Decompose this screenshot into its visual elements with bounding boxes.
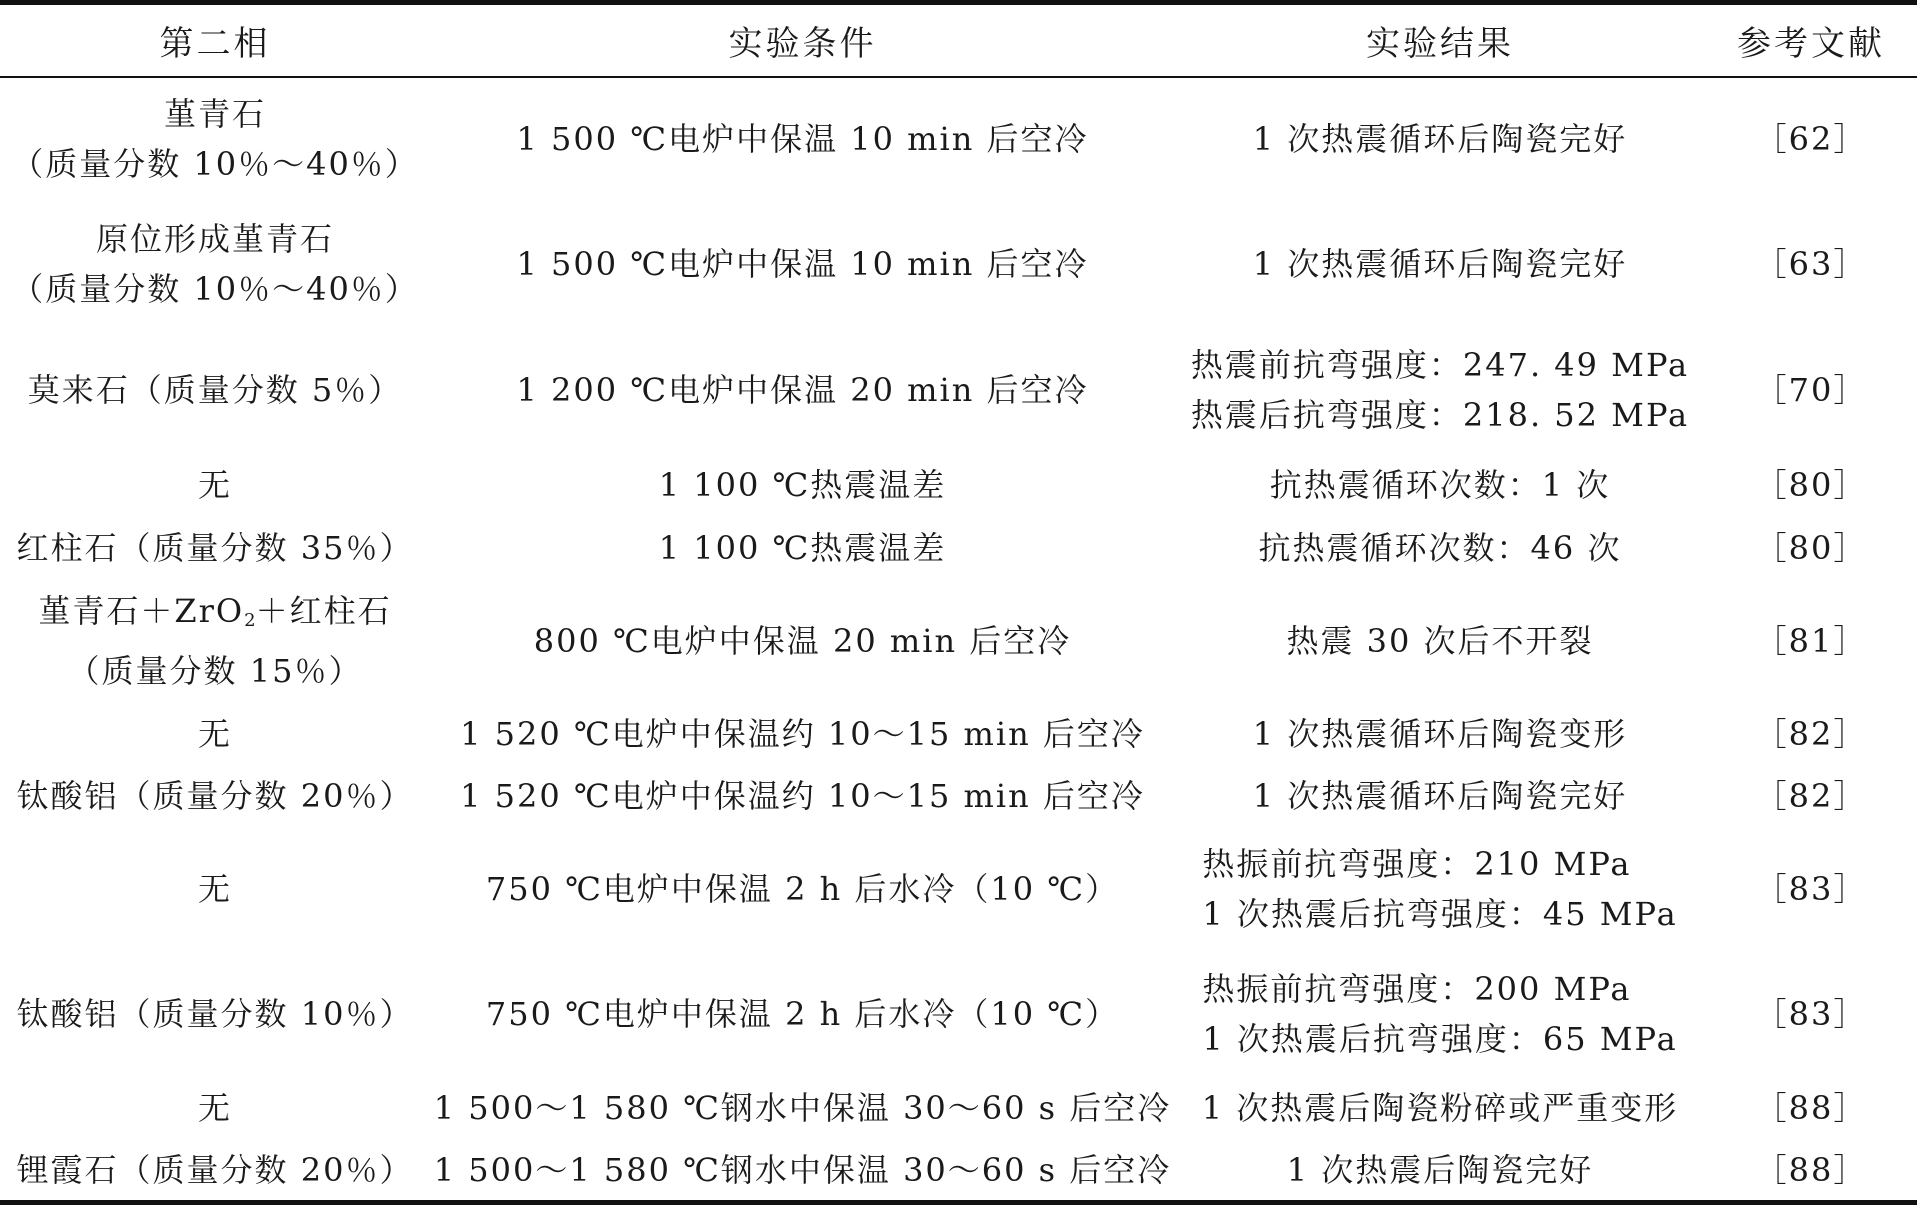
cell-condition: 1 100 ℃热震温差 — [658, 466, 947, 504]
phase-line: 钛酸铝（质量分数 10％） — [16, 995, 414, 1033]
cell-reference: ［83］ — [1754, 870, 1868, 908]
result-line: 1 次热震循环后陶瓷完好 — [1252, 119, 1628, 158]
phase-line: 堇青石 — [163, 94, 266, 133]
cell-result — [1175, 516, 1705, 579]
cell-condition: 1 520 ℃电炉中保温约 10～15 min 后空冷 — [460, 715, 1145, 753]
cell-result — [1175, 76, 1705, 201]
cell-reference: ［82］ — [1754, 777, 1868, 815]
header-results: 实验结果 — [1366, 24, 1514, 64]
cell-result — [1175, 326, 1705, 454]
result-line: 热震后抗弯强度：218. 52 MPa — [1190, 396, 1690, 434]
cell-phase — [0, 951, 430, 1077]
phase-prefix: 堇青石＋ZrO — [38, 592, 245, 630]
result-block — [1202, 839, 1677, 939]
phase-line: 原位形成堇青石 — [95, 219, 334, 258]
table-row — [0, 454, 1917, 516]
header-row — [0, 5, 1917, 76]
header-conditions: 实验条件 — [728, 24, 877, 64]
cell-reference: ［62］ — [1754, 119, 1868, 158]
table-row — [0, 579, 1917, 703]
cell-phase — [0, 454, 430, 516]
table-row — [0, 703, 1917, 765]
phase-line — [0, 586, 430, 646]
cell-result — [1175, 951, 1705, 1077]
cell-phase — [0, 516, 430, 579]
result-line: 1 次热震循环后陶瓷变形 — [1252, 715, 1628, 753]
cell-phase — [0, 765, 430, 827]
result-line: 1 次热震循环后陶瓷完好 — [1252, 244, 1628, 283]
cell-phase — [0, 76, 430, 201]
cell-condition: 800 ℃电炉中保温 20 min 后空冷 — [533, 622, 1072, 660]
phase-line: 莫来石（质量分数 5％） — [27, 371, 403, 409]
thermal-shock-table — [0, 5, 1917, 1201]
cell-phase — [0, 1139, 430, 1201]
table-row — [0, 1077, 1917, 1139]
result-line: 1 次热震后抗弯强度：65 MPa — [1202, 1020, 1678, 1058]
result-line: 1 次热震后陶瓷粉碎或严重变形 — [1201, 1089, 1679, 1127]
phase-line: 锂霞石（质量分数 20％） — [16, 1151, 414, 1189]
header-second-phase: 第二相 — [159, 24, 271, 64]
table-row — [0, 201, 1917, 326]
result-block — [1191, 340, 1689, 440]
phase-line: （质量分数 10％～40％） — [11, 269, 419, 308]
phase-suffix: ＋红柱石 — [255, 592, 392, 630]
phase-line: （质量分数 10％～40％） — [11, 144, 419, 183]
cell-result — [1175, 827, 1705, 951]
cell-result — [1175, 1077, 1705, 1139]
result-line: 热振前抗弯强度：200 MPa — [1202, 970, 1632, 1008]
cell-result — [1175, 579, 1705, 703]
cell-reference: ［83］ — [1754, 995, 1868, 1033]
phase-line: 钛酸铝（质量分数 20％） — [16, 777, 414, 815]
result-block — [1202, 964, 1677, 1064]
cell-reference: ［88］ — [1754, 1089, 1868, 1127]
result-line: 1 次热震后抗弯强度：45 MPa — [1202, 895, 1678, 933]
phase-line: 无 — [197, 1089, 232, 1127]
cell-phase — [0, 201, 430, 326]
phase-line: 无 — [197, 466, 232, 504]
table-row — [0, 1139, 1917, 1201]
cell-condition: 1 520 ℃电炉中保温约 10～15 min 后空冷 — [460, 777, 1145, 815]
table-row — [0, 76, 1917, 201]
result-line: 热振前抗弯强度：210 MPa — [1202, 845, 1632, 883]
cell-phase — [0, 326, 430, 454]
cell-reference: ［80］ — [1754, 528, 1868, 567]
cell-reference: ［81］ — [1754, 622, 1868, 660]
table-row — [0, 951, 1917, 1077]
cell-result — [1175, 765, 1705, 827]
result-line: 1 次热震循环后陶瓷完好 — [1252, 777, 1628, 815]
table-row — [0, 326, 1917, 454]
result-line: 1 次热震后陶瓷完好 — [1286, 1151, 1594, 1189]
result-line: 热震前抗弯强度：247. 49 MPa — [1190, 346, 1690, 384]
cell-reference: ［88］ — [1754, 1151, 1868, 1189]
result-line: 抗热震循环次数：1 次 — [1269, 466, 1611, 504]
cell-reference: ［63］ — [1754, 244, 1868, 283]
cell-condition: 750 ℃电炉中保温 2 h 后水冷（10 ℃） — [485, 995, 1120, 1033]
header-reference: 参考文献 — [1737, 24, 1885, 64]
cell-condition: 1 200 ℃电炉中保温 20 min 后空冷 — [516, 371, 1089, 409]
cell-phase — [0, 1077, 430, 1139]
table-header — [0, 5, 1917, 76]
cell-condition: 750 ℃电炉中保温 2 h 后水冷（10 ℃） — [485, 870, 1120, 908]
cell-condition: 1 500 ℃电炉中保温 10 min 后空冷 — [516, 119, 1089, 158]
result-line: 抗热震循环次数：46 次 — [1258, 528, 1622, 567]
table-row — [0, 516, 1917, 579]
table-row — [0, 827, 1917, 951]
cell-reference: ［70］ — [1754, 371, 1868, 409]
cell-phase — [0, 579, 430, 703]
table-body — [0, 76, 1917, 1201]
cell-result — [1175, 454, 1705, 516]
phase-line: 无 — [197, 715, 232, 753]
cell-condition: 1 500～1 580 ℃钢水中保温 30～60 s 后空冷 — [433, 1089, 1172, 1127]
cell-phase — [0, 703, 430, 765]
cell-condition: 1 500 ℃电炉中保温 10 min 后空冷 — [516, 244, 1089, 283]
phase-line: （质量分数 15％） — [67, 652, 363, 690]
cell-result — [1175, 201, 1705, 326]
cell-result — [1175, 1139, 1705, 1201]
phase-line: 无 — [197, 870, 232, 908]
cell-reference: ［80］ — [1754, 466, 1868, 504]
phase-line: 红柱石（质量分数 35％） — [16, 528, 414, 567]
phase-subscript: 2 — [244, 610, 256, 631]
result-line: 热震 30 次后不开裂 — [1286, 622, 1594, 660]
cell-result — [1175, 703, 1705, 765]
cell-condition: 1 100 ℃热震温差 — [658, 528, 947, 567]
cell-condition: 1 500～1 580 ℃钢水中保温 30～60 s 后空冷 — [433, 1151, 1172, 1189]
cell-reference: ［82］ — [1754, 715, 1868, 753]
table-row — [0, 765, 1917, 827]
cell-phase — [0, 827, 430, 951]
